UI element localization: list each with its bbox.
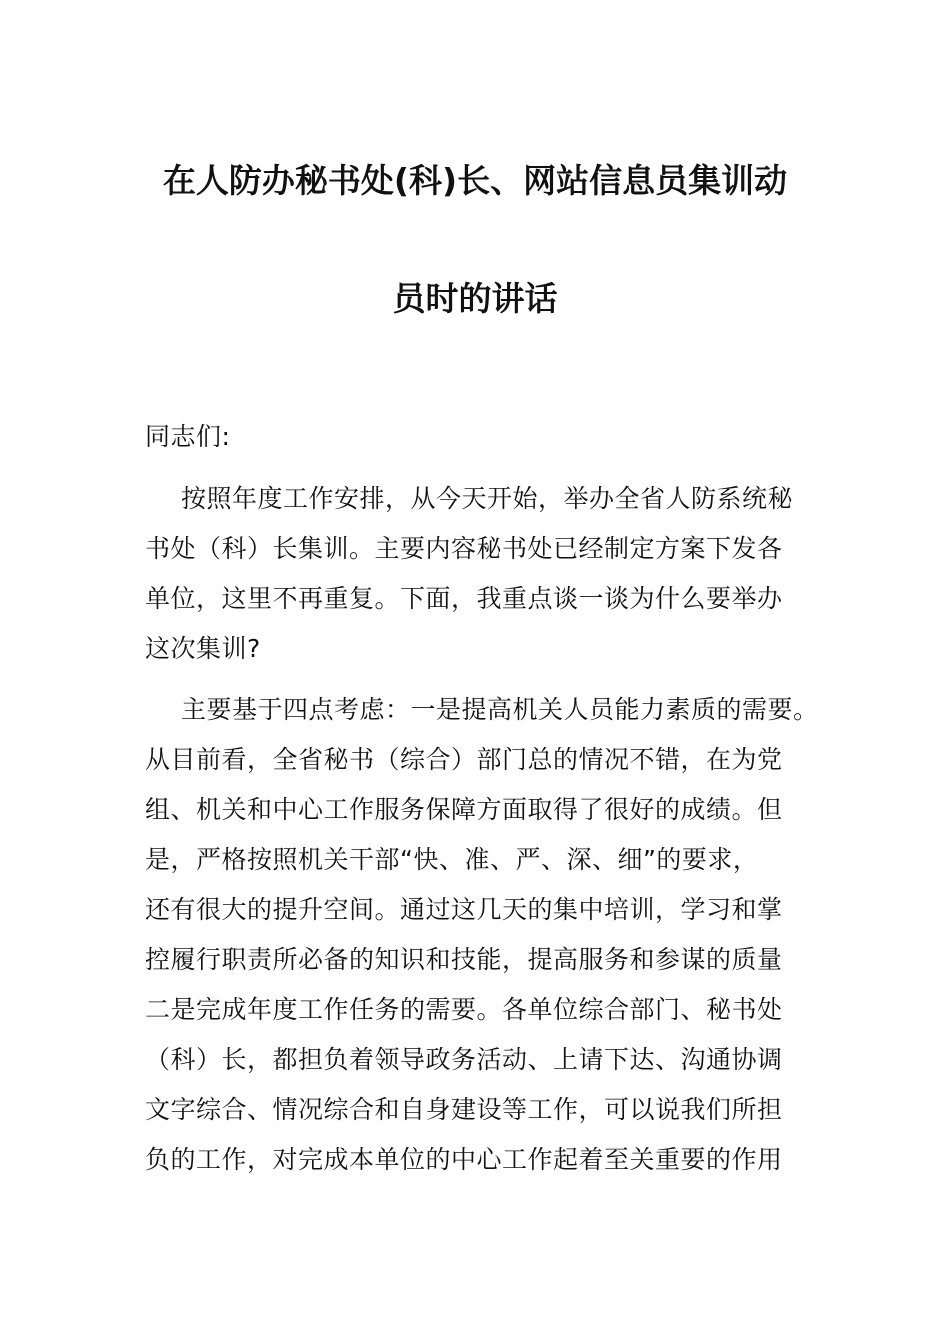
paragraph-2-line: 从目前看，全省秘书（综合）部门总的情况不错，在为党 — [145, 745, 783, 774]
paragraph-2-line: 文字综合、情况综合和自身建设等工作，可以说我们所担 — [145, 1095, 783, 1124]
paragraph-1-line: 单位，这里不再重复。下面，我重点谈一谈为什么要举办 — [145, 584, 783, 613]
paragraph-2-line: 主要基于四点考虑：一是提高机关人员能力素质的需要。 — [181, 695, 819, 724]
document-title-line-1: 在人防办秘书处(科)长、网站信息员集训动 — [162, 161, 788, 200]
paragraph-1-line: 按照年度工作安排，从今天开始，举办全省人防系统秘 — [181, 484, 794, 513]
salutation: 同志们: — [145, 422, 231, 451]
paragraph-1-line: 这次集训? — [145, 634, 261, 663]
paragraph-2-line: 控履行职责所必备的知识和技能，提高服务和参谋的质量 — [145, 945, 783, 974]
paragraph-2-line: 组、机关和中心工作服务保障方面取得了很好的成绩。但 — [145, 795, 783, 824]
paragraph-2-line: （科）长，都担负着领导政务活动、上请下达、沟通协调 — [145, 1045, 783, 1074]
paragraph-2-line: 还有很大的提升空间。通过这几天的集中培训，学习和掌 — [145, 895, 783, 924]
paragraph-1-line: 书处（科）长集训。主要内容秘书处已经制定方案下发各 — [145, 534, 783, 563]
paragraph-2-line: 负的工作，对完成本单位的中心工作起着至关重要的作用 — [145, 1145, 783, 1174]
document-title-line-2: 员时的讲话 — [392, 279, 558, 318]
paragraph-2-line: 二是完成年度工作任务的需要。各单位综合部门、秘书处 — [145, 995, 783, 1024]
paragraph-2-line: 是，严格按照机关干部“快、准、严、深、细”的要求， — [145, 845, 759, 874]
